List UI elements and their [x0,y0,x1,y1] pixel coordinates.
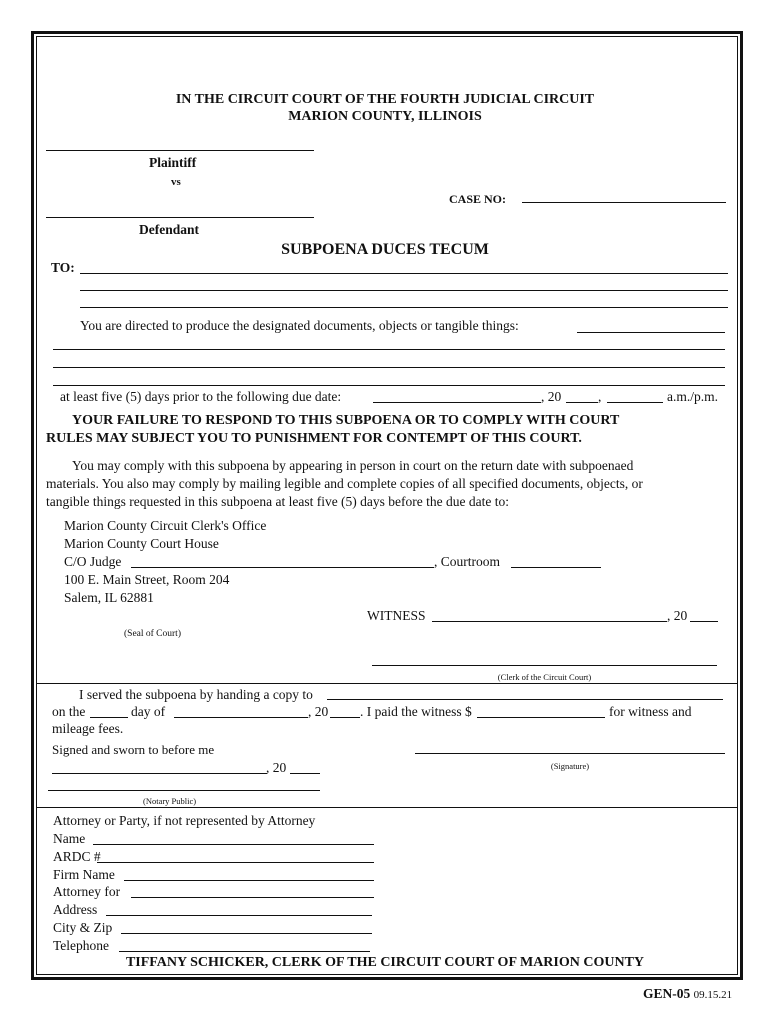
witness-year-line[interactable] [690,621,718,622]
items-line-2[interactable] [53,367,725,368]
witness-label: WITNESS [367,608,426,623]
address-label: Address [53,902,98,917]
service-year-prefix: , 20 [308,704,329,719]
courtroom-label: , Courtroom [434,554,500,569]
case-no-line[interactable] [522,202,726,203]
attorney-for-label: Attorney for [53,884,121,899]
to-line-3[interactable] [80,307,728,308]
sworn-label: Signed and sworn to before me [52,742,215,757]
plaintiff-line[interactable] [46,150,314,151]
attorney-name-line[interactable] [93,844,374,845]
compliance-line-1: You may comply with this subpoena by appearing in person in court on the return date with subpoenaed [72,458,634,473]
warning-line-1: YOUR FAILURE TO RESPOND TO THIS SUBPOENA OR TO COMPLY WITH COURT [72,413,620,428]
warning-line-2: RULES MAY SUBJECT YOU TO PUNISHMENT FOR CONTEMPT OF THIS COURT. [46,431,582,446]
to-label: TO: [51,260,75,275]
address-line-5: Salem, IL 62881 [64,590,154,605]
court-line-1: IN THE CIRCUIT COURT OF THE FOURTH JUDICIAL CIRCUIT [175,92,595,107]
ardc-label: ARDC # [53,849,101,864]
court-line-2: MARION COUNTY, ILLINOIS [288,109,482,124]
directive-line[interactable] [577,332,725,333]
clerk-name: TIFFANY SCHICKER, CLERK OF THE CIRCUIT COURT OF MARION COUNTY [125,955,645,970]
service-year-line[interactable] [330,717,360,718]
form-date: 09.15.21 [693,989,733,1001]
address-line[interactable] [106,915,372,916]
attorney-divider [36,807,738,808]
plaintiff-label: Plaintiff [149,155,197,170]
service-on-the: on the [52,704,86,719]
service-paid: . I paid the witness $ [360,704,472,719]
seal-label: (Seal of Court) [124,629,181,639]
attorney-for-line[interactable] [131,897,374,898]
clerk-label: (Clerk of the Circuit Court) [497,672,592,682]
city-zip-label: City & Zip [53,920,113,935]
compliance-line-3: tangible things requested in this subpoena at least five (5) days before the due date to: [46,494,509,509]
due-date-text: at least five (5) days prior to the following due date: [60,389,342,404]
clerk-signature-line[interactable] [372,665,717,666]
due-date-line[interactable] [373,402,541,403]
items-line-1[interactable] [53,349,725,350]
form-code: GEN-05 [643,986,691,1001]
judge-line[interactable] [131,567,434,568]
directive-text: You are directed to produce the designated documents, objects or tangible things: [80,318,519,333]
sworn-year-line[interactable] [290,773,320,774]
signature-line[interactable] [415,753,725,754]
telephone-label: Telephone [53,938,110,953]
form-id [643,986,732,1003]
witness-year-prefix: , 20 [667,608,688,623]
served-to-line[interactable] [327,699,723,700]
defendant-label: Defendant [139,222,199,237]
judge-label: C/O Judge [64,554,122,569]
address-line-1: Marion County Circuit Clerk's Office [64,518,267,533]
address-line-2: Marion County Court House [64,536,219,551]
address-line-4: 100 E. Main Street, Room 204 [64,572,230,587]
due-year-line[interactable] [566,402,598,403]
witness-line[interactable] [432,621,667,622]
notary-label: (Notary Public) [143,796,197,806]
sworn-year-prefix: , 20 [266,760,287,775]
telephone-line[interactable] [119,951,370,952]
service-month-line[interactable] [174,717,308,718]
firm-name-line[interactable] [124,880,374,881]
witness-fee-line[interactable] [477,717,605,718]
compliance-line-2: materials. You also may comply by mailing legible and complete copies of all specified documents, objects, or [46,476,643,491]
service-line-3: mileage fees. [52,721,124,736]
vs-label: vs [171,176,181,188]
courtroom-line[interactable] [511,567,601,568]
attorney-heading: Attorney or Party, if not represented by Attorney [53,813,316,828]
service-divider [36,683,738,684]
ardc-line[interactable] [97,862,374,863]
firm-name-label: Firm Name [53,867,115,882]
attorney-name-label: Name [53,831,86,846]
due-year-prefix: , 20 [541,389,562,404]
sworn-date-line[interactable] [52,773,267,774]
document-title: SUBPOENA DUCES TECUM [281,241,489,258]
to-line-2[interactable] [80,290,728,291]
signature-label: (Signature) [550,761,590,771]
notary-line[interactable] [48,790,320,791]
defendant-line[interactable] [46,217,314,218]
items-line-3[interactable] [53,385,725,386]
service-for-witness: for witness and [609,704,692,719]
ampm-label: a.m./p.m. [667,389,718,404]
city-zip-line[interactable] [121,933,372,934]
service-day-line[interactable] [90,717,128,718]
service-line-1: I served the subpoena by handing a copy to [79,687,313,702]
due-time-line[interactable] [607,402,663,403]
service-day-of: day of [131,704,166,719]
to-line-1[interactable] [80,273,728,274]
case-no-label: CASE NO: [449,192,507,206]
